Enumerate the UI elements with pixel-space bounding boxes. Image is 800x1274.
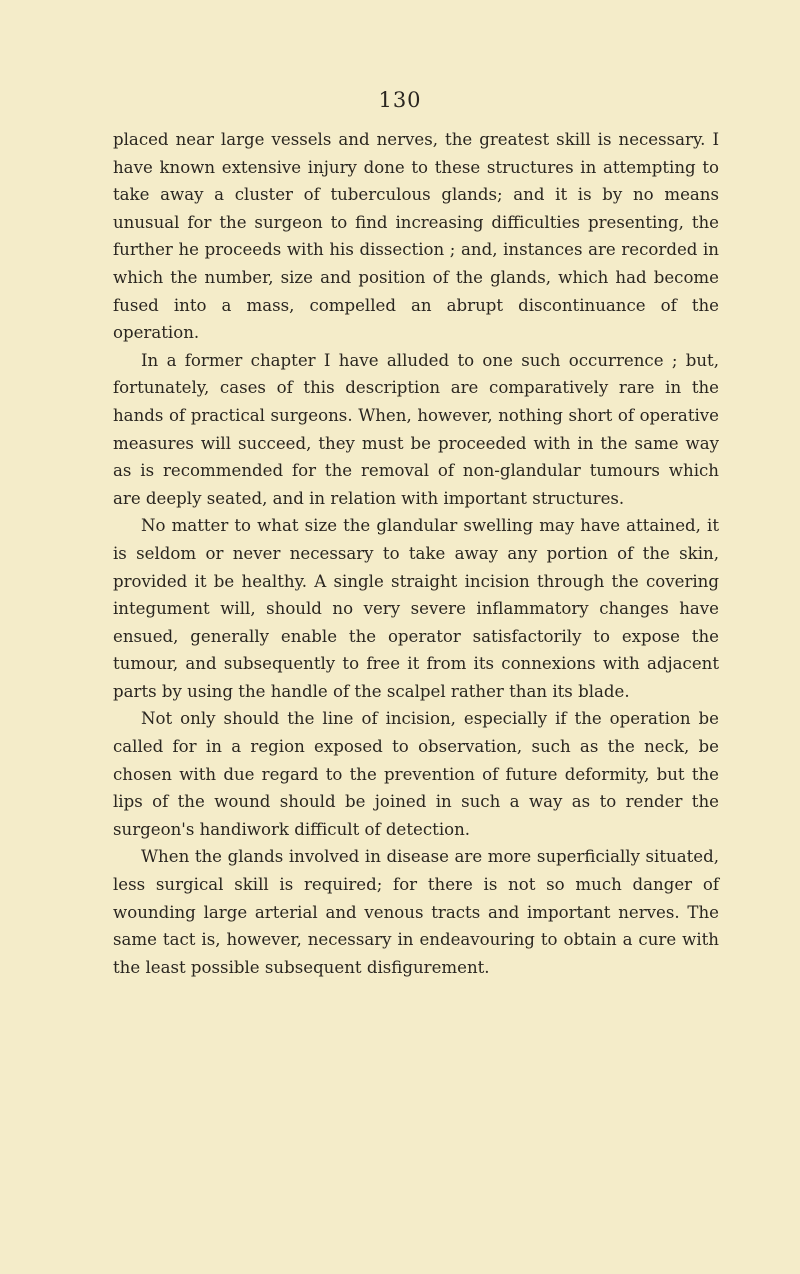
paragraph-4: Not only should the line of incision, especially if the operation be called for in a region exposed to observation, such as the neck, be chosen with due regard to the prevention of future deformity, but the lips of the wound should be joined in such a way as to render the surgeon's handiwork difficult of detection. [113,709,719,839]
body-text [113,126,719,981]
paragraph-1: placed near large vessels and nerves, the greatest skill is necessary. I have known extensive injury done to these structures in attempting to take away a cluster of tuberculous glands; and it is by no means unusual for the surgeon to find increasing difficulties presenting, the further he proceeds with his dissection ; and, instances are recorded in which the number, size and position of the glands, which had become fused into a mass, compelled an abrupt discontinuance of the operation. [113,130,719,343]
paragraph-5: When the glands involved in disease are more superficially situated, less surgical skill is required; for there is not so much danger of wounding large arterial and venous tracts and important nerves. The same tact is, however, necessary in endeavouring to obtain a cure with the least possible subsequent disfigurement. [113,847,719,977]
paragraph-3: No matter to what size the glandular swelling may have attained, it is seldom or never necessary to take away any portion of the skin, provided it be healthy. A single straight incision through the covering integument will, should no very severe inflammatory changes have ensued, generally enable the operator satisfactorily to expose the tumour, and subsequently to free it from its connexions with adjacent parts by using the handle of the scalpel rather than its blade. [113,516,719,701]
page-number: 130 [378,88,422,112]
paragraph-2: In a former chapter I have alluded to one such occurrence ; but, fortunately, cases of this description are comparatively rare in the hands of practical surgeons. When, however, nothing short of operative measures will succeed, they must be proceeded with in the same way as is recommended for the removal of non-glandular tumours which are deeply seated, and in relation with important structures. [113,350,719,508]
